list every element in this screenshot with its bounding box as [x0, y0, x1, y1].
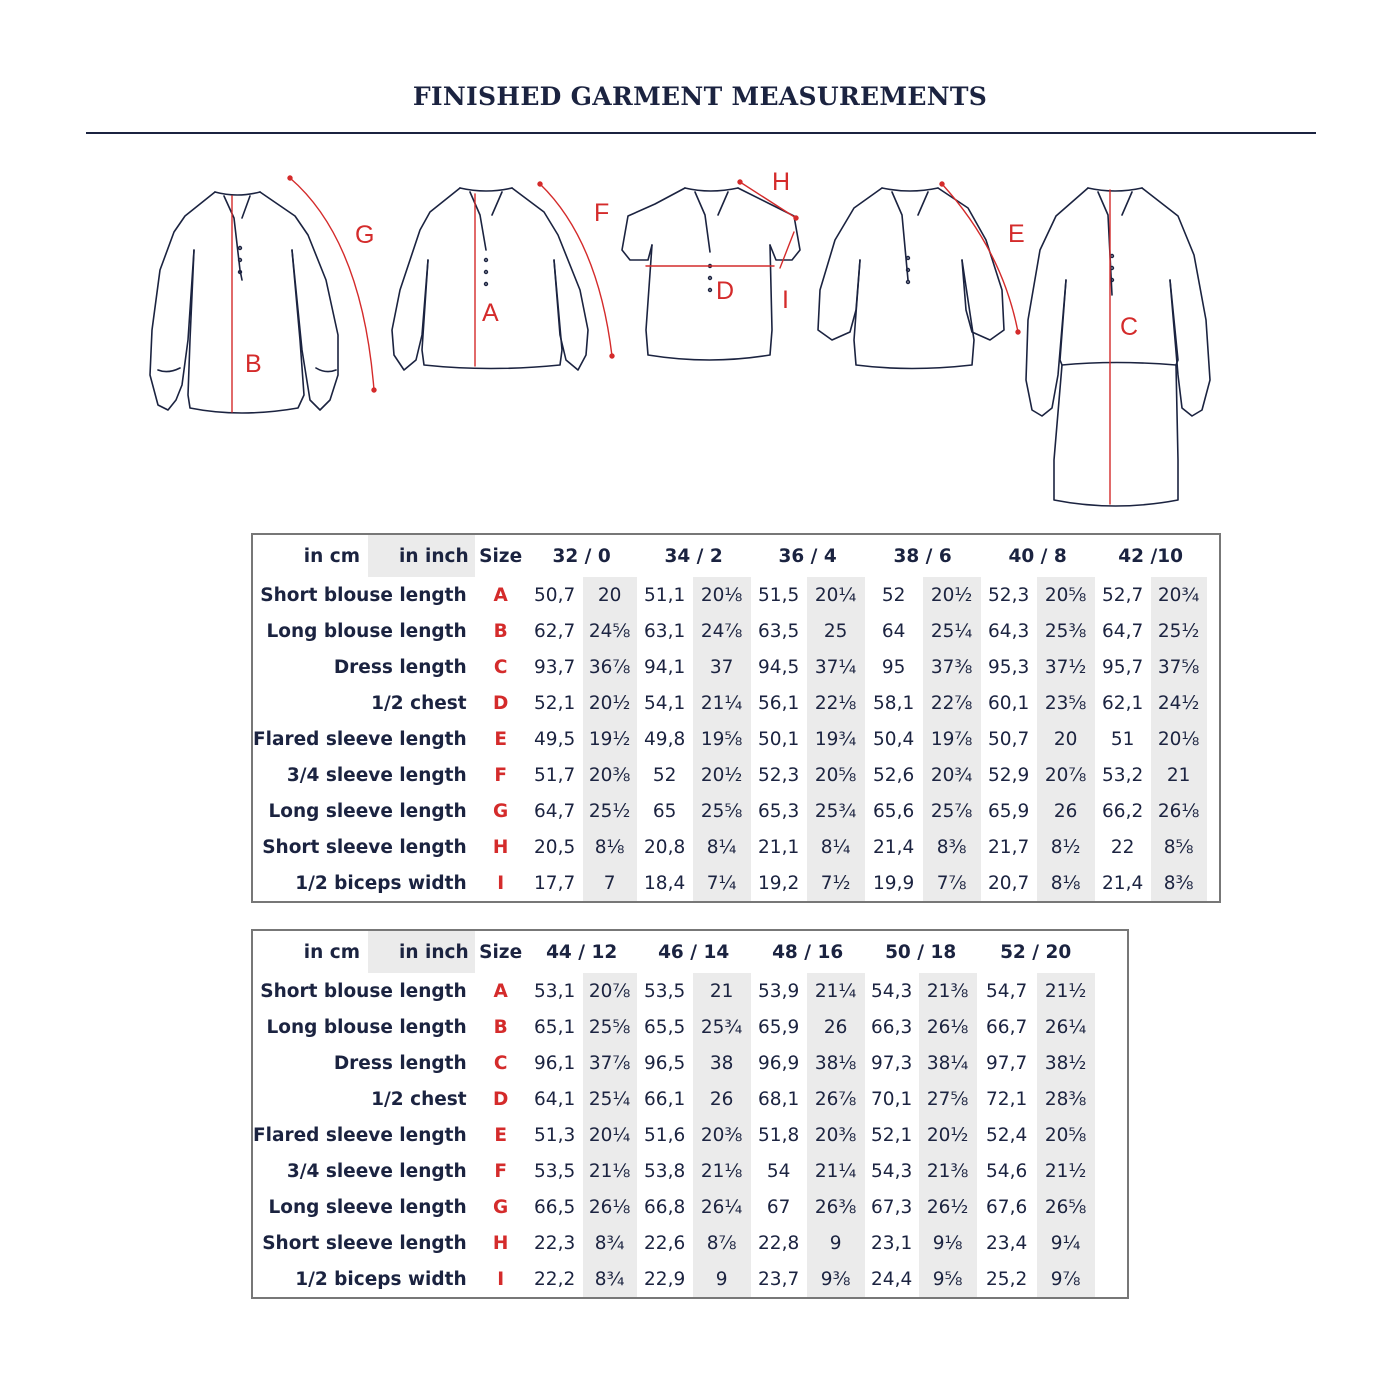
- cm-value: 53,8: [644, 1160, 686, 1182]
- three-quarter-sleeve-blouse-drawing: [392, 188, 588, 370]
- table-row: [253, 1117, 1095, 1153]
- label-d: D: [716, 277, 735, 305]
- header-in-inch: in inch: [368, 931, 475, 973]
- cm-value: 52,3: [758, 764, 800, 786]
- cm-value: 54,1: [644, 692, 686, 714]
- inch-value: 20⅝: [1037, 577, 1095, 613]
- cm-value: 22,8: [758, 1232, 800, 1254]
- inch-value: 21: [693, 973, 751, 1009]
- cm-value: 96,9: [758, 1052, 800, 1074]
- table-row: [253, 793, 1207, 829]
- cm-value: 53,9: [758, 980, 800, 1002]
- table-row: [253, 1225, 1095, 1261]
- cm-value: 66,3: [871, 1016, 913, 1038]
- cm-value: 65,9: [988, 800, 1030, 822]
- cm-value: 66,2: [1102, 800, 1144, 822]
- header-in-cm: in cm: [303, 545, 360, 567]
- inch-value: 24⅝: [583, 613, 637, 649]
- cm-value: 21,1: [758, 836, 800, 858]
- table-row: [253, 1261, 1095, 1297]
- inch-value: 7: [583, 865, 637, 901]
- inch-value: 37⅜: [923, 649, 981, 685]
- row-label: Flared sleeve length: [253, 1124, 467, 1146]
- label-e: E: [1008, 220, 1025, 248]
- inch-value: 21⅜: [919, 973, 977, 1009]
- inch-value: 20½: [583, 685, 637, 721]
- inch-value: 8⅛: [1037, 865, 1095, 901]
- inch-value: 37: [693, 649, 751, 685]
- cm-value: 65,5: [644, 1016, 686, 1038]
- cm-value: 65,6: [873, 800, 915, 822]
- row-label: Long sleeve length: [268, 1196, 467, 1218]
- short-sleeve-blouse-drawing: [622, 188, 800, 360]
- row-letter: B: [493, 1016, 508, 1038]
- cm-value: 65,9: [758, 1016, 800, 1038]
- inch-value: 25¾: [693, 1009, 751, 1045]
- table-row: [253, 577, 1207, 613]
- cm-value: 70,1: [871, 1088, 913, 1110]
- label-f: F: [594, 199, 610, 227]
- cm-value: 97,7: [986, 1052, 1028, 1074]
- cm-value: 20,7: [988, 872, 1030, 894]
- row-letter: D: [492, 692, 509, 714]
- inch-value: 25½: [1151, 613, 1207, 649]
- cm-value: 72,1: [986, 1088, 1028, 1110]
- row-letter: H: [492, 836, 509, 858]
- inch-value: 8¾: [583, 1261, 637, 1297]
- cm-value: 51,5: [758, 584, 800, 606]
- row-letter: F: [494, 1160, 507, 1182]
- cm-value: 52,1: [871, 1124, 913, 1146]
- inch-value: 21¼: [693, 685, 751, 721]
- inch-value: 20½: [693, 757, 751, 793]
- row-label: Long blouse length: [266, 620, 467, 642]
- inch-value: 20⅜: [693, 1117, 751, 1153]
- cm-value: 66,5: [534, 1196, 576, 1218]
- cm-value: 64: [881, 620, 906, 642]
- table-row: [253, 1189, 1095, 1225]
- cm-value: 49,8: [644, 728, 686, 750]
- cm-value: 96,1: [534, 1052, 576, 1074]
- cm-value: 19,9: [873, 872, 915, 894]
- inch-value: 20: [1037, 721, 1095, 757]
- table-row: [253, 1045, 1095, 1081]
- row-label: 1/2 chest: [371, 1088, 467, 1110]
- inch-value: 19¾: [807, 721, 865, 757]
- cm-value: 62,1: [1102, 692, 1144, 714]
- inch-value: 7½: [807, 865, 865, 901]
- cm-value: 67,3: [871, 1196, 913, 1218]
- cm-value: 20,8: [644, 836, 686, 858]
- cm-value: 52,7: [1102, 584, 1144, 606]
- row-letter: B: [493, 620, 508, 642]
- inch-value: 20¾: [923, 757, 981, 793]
- cm-value: 62,7: [534, 620, 576, 642]
- row-letter: I: [497, 872, 505, 894]
- inch-value: 19½: [583, 721, 637, 757]
- cm-value: 63,5: [758, 620, 800, 642]
- cm-value: 66,8: [644, 1196, 686, 1218]
- page-title: FINISHED GARMENT MEASUREMENTS: [412, 82, 988, 111]
- cm-value: 52: [652, 764, 677, 786]
- inch-value: 21¼: [807, 1153, 865, 1189]
- cm-value: 54,7: [986, 980, 1028, 1002]
- table-row: [253, 721, 1207, 757]
- inch-value: 20⅜: [583, 757, 637, 793]
- row-label: 3/4 sleeve length: [286, 764, 467, 786]
- inch-value: 37⅞: [583, 1045, 637, 1081]
- row-label: Short sleeve length: [262, 1232, 467, 1254]
- row-label: 1/2 chest: [371, 692, 467, 714]
- row-letter: A: [493, 980, 508, 1002]
- size-header: 48 / 16: [772, 941, 844, 963]
- size-header: 36 / 4: [778, 545, 837, 567]
- inch-value: 26⅛: [919, 1009, 977, 1045]
- cm-value: 54: [766, 1160, 791, 1182]
- inch-value: 21⅜: [919, 1153, 977, 1189]
- cm-value: 54,3: [871, 1160, 913, 1182]
- cm-value: 22,3: [534, 1232, 576, 1254]
- inch-value: 38⅛: [807, 1045, 865, 1081]
- inch-value: 9⅜: [807, 1261, 865, 1297]
- inch-value: 24⅞: [693, 613, 751, 649]
- row-label: Long blouse length: [266, 1016, 467, 1038]
- inch-value: 20¼: [583, 1117, 637, 1153]
- size-header: 32 / 0: [552, 545, 611, 567]
- cm-value: 17,7: [534, 872, 576, 894]
- size-header: 44 / 12: [546, 941, 618, 963]
- inch-value: 8½: [1037, 829, 1095, 865]
- inch-value: 38: [693, 1045, 751, 1081]
- inch-value: 21½: [1037, 1153, 1095, 1189]
- table-row: [253, 1081, 1095, 1117]
- cm-value: 64,7: [1102, 620, 1144, 642]
- inch-value: 25⅝: [693, 793, 751, 829]
- inch-value: 8⅛: [583, 829, 637, 865]
- header-size: Size: [479, 941, 523, 963]
- row-label: Short sleeve length: [262, 836, 467, 858]
- inch-value: 26: [693, 1081, 751, 1117]
- cm-value: 64,1: [534, 1088, 576, 1110]
- cm-value: 23,1: [871, 1232, 913, 1254]
- inch-value: 21½: [1037, 973, 1095, 1009]
- cm-value: 51,6: [644, 1124, 686, 1146]
- row-letter: G: [493, 800, 509, 822]
- label-g: G: [355, 221, 375, 249]
- header-size: Size: [479, 545, 523, 567]
- inch-value: 26⅛: [1151, 793, 1207, 829]
- inch-value: 9¼: [1037, 1225, 1095, 1261]
- inch-value: 22⅛: [807, 685, 865, 721]
- cm-value: 51,7: [534, 764, 576, 786]
- inch-value: 26: [1037, 793, 1095, 829]
- cm-value: 65: [652, 800, 677, 822]
- cm-value: 95: [881, 656, 906, 678]
- label-a: A: [482, 299, 499, 327]
- inch-value: 36⅞: [583, 649, 637, 685]
- cm-value: 18,4: [644, 872, 686, 894]
- inch-value: 21⅛: [693, 1153, 751, 1189]
- label-c: C: [1120, 313, 1139, 341]
- inch-value: 25½: [583, 793, 637, 829]
- inch-value: 8⅞: [693, 1225, 751, 1261]
- inch-value: 19⅞: [923, 721, 981, 757]
- row-label: 1/2 biceps width: [295, 1268, 467, 1290]
- cm-value: 66,7: [986, 1016, 1028, 1038]
- table-row: [253, 865, 1207, 901]
- row-letter: A: [493, 584, 508, 606]
- row-label: Flared sleeve length: [253, 728, 467, 750]
- table-row: [253, 685, 1207, 721]
- cm-value: 49,5: [534, 728, 576, 750]
- inch-value: 20⅝: [1037, 1117, 1095, 1153]
- row-letter: C: [493, 1052, 508, 1074]
- cm-value: 64,3: [988, 620, 1030, 642]
- row-letter: E: [494, 1124, 507, 1146]
- cm-value: 65,1: [534, 1016, 576, 1038]
- table-row: [253, 1009, 1095, 1045]
- cm-value: 53,1: [534, 980, 576, 1002]
- inch-value: 20⅞: [1037, 757, 1095, 793]
- cm-value: 52,1: [534, 692, 576, 714]
- cm-value: 22,6: [644, 1232, 686, 1254]
- cm-value: 21,4: [1102, 872, 1144, 894]
- cm-value: 53,5: [644, 980, 686, 1002]
- inch-value: 8⅝: [1151, 829, 1207, 865]
- inch-value: 20: [583, 577, 637, 613]
- row-letter: D: [492, 1088, 509, 1110]
- cm-value: 22,9: [644, 1268, 686, 1290]
- cm-value: 25,2: [986, 1268, 1028, 1290]
- table-row: [253, 973, 1095, 1009]
- size-header: 42 /10: [1118, 545, 1183, 567]
- cm-value: 52,4: [986, 1124, 1028, 1146]
- inch-value: 26¼: [1037, 1009, 1095, 1045]
- inch-value: 20⅝: [807, 757, 865, 793]
- row-label: 1/2 biceps width: [295, 872, 467, 894]
- inch-value: 7¼: [693, 865, 751, 901]
- cm-value: 65,3: [758, 800, 800, 822]
- header-in-inch: in inch: [368, 535, 475, 577]
- inch-value: 20⅛: [693, 577, 751, 613]
- cm-value: 51,8: [758, 1124, 800, 1146]
- inch-value: 8⅜: [1151, 865, 1207, 901]
- cm-value: 19,2: [758, 872, 800, 894]
- inch-value: 27⅝: [919, 1081, 977, 1117]
- cm-value: 51: [1110, 728, 1135, 750]
- inch-value: 25⅝: [583, 1009, 637, 1045]
- inch-value: 26⅛: [583, 1189, 637, 1225]
- inch-value: 7⅞: [923, 865, 981, 901]
- cm-value: 21,7: [988, 836, 1030, 858]
- cm-value: 22,2: [534, 1268, 576, 1290]
- row-letter: F: [494, 764, 507, 786]
- inch-value: 9⅝: [919, 1261, 977, 1297]
- cm-value: 68,1: [758, 1088, 800, 1110]
- inch-value: 26¼: [693, 1189, 751, 1225]
- cm-value: 93,7: [534, 656, 576, 678]
- row-label: Dress length: [333, 656, 467, 678]
- cm-value: 95,7: [1102, 656, 1144, 678]
- measurements-table-1: [251, 533, 1221, 903]
- row-label: Long sleeve length: [268, 800, 467, 822]
- cm-value: 23,4: [986, 1232, 1028, 1254]
- size-header: 52 / 20: [1000, 941, 1072, 963]
- cm-value: 64,7: [534, 800, 576, 822]
- inch-value: 20⅜: [807, 1117, 865, 1153]
- row-letter: I: [497, 1268, 505, 1290]
- flared-sleeve-blouse-drawing: [818, 188, 1004, 369]
- size-header: 34 / 2: [664, 545, 723, 567]
- inch-value: 24½: [1151, 685, 1207, 721]
- row-letter: H: [492, 1232, 509, 1254]
- size-header: 46 / 14: [658, 941, 730, 963]
- cm-value: 95,3: [988, 656, 1030, 678]
- cm-value: 97,3: [871, 1052, 913, 1074]
- header-in-cm: in cm: [303, 941, 360, 963]
- inch-value: 20¾: [1151, 577, 1207, 613]
- inch-value: 28⅜: [1037, 1081, 1095, 1117]
- cm-value: 67: [766, 1196, 791, 1218]
- cm-value: 52,3: [988, 584, 1030, 606]
- cm-value: 54,6: [986, 1160, 1028, 1182]
- cm-value: 58,1: [873, 692, 915, 714]
- label-b: B: [245, 350, 262, 378]
- cm-value: 50,7: [534, 584, 576, 606]
- inch-value: 20⅞: [583, 973, 637, 1009]
- measurements-table-2: [251, 929, 1129, 1299]
- cm-value: 23,7: [758, 1268, 800, 1290]
- inch-value: 26⅞: [807, 1081, 865, 1117]
- cm-value: 51,1: [644, 584, 686, 606]
- inch-value: 20¼: [807, 577, 865, 613]
- inch-value: 25¼: [923, 613, 981, 649]
- cm-value: 20,5: [534, 836, 576, 858]
- inch-value: 26⅝: [1037, 1189, 1095, 1225]
- table-row: [253, 829, 1207, 865]
- row-label: Short blouse length: [260, 584, 467, 606]
- inch-value: 25: [807, 613, 865, 649]
- table-row: [253, 1153, 1095, 1189]
- label-i: I: [782, 286, 789, 314]
- size-header: 40 / 8: [1008, 545, 1067, 567]
- inch-value: 23⅝: [1037, 685, 1095, 721]
- cm-value: 50,4: [873, 728, 915, 750]
- size-header: 50 / 18: [885, 941, 957, 963]
- inch-value: 19⅝: [693, 721, 751, 757]
- inch-value: 20⅛: [1151, 721, 1207, 757]
- inch-value: 21⅛: [583, 1153, 637, 1189]
- row-label: Short blouse length: [260, 980, 467, 1002]
- cm-value: 52,6: [873, 764, 915, 786]
- cm-value: 66,1: [644, 1088, 686, 1110]
- cm-value: 94,1: [644, 656, 686, 678]
- cm-value: 63,1: [644, 620, 686, 642]
- cm-value: 96,5: [644, 1052, 686, 1074]
- table-row: [253, 757, 1207, 793]
- row-letter: E: [494, 728, 507, 750]
- inch-value: 22⅞: [923, 685, 981, 721]
- cm-value: 94,5: [758, 656, 800, 678]
- cm-value: 52,9: [988, 764, 1030, 786]
- long-blouse-drawing: [150, 192, 338, 413]
- inch-value: 8¼: [693, 829, 751, 865]
- inch-value: 38¼: [919, 1045, 977, 1081]
- cm-value: 24,4: [871, 1268, 913, 1290]
- inch-value: 26½: [919, 1189, 977, 1225]
- inch-value: 25¼: [583, 1081, 637, 1117]
- inch-value: 37¼: [807, 649, 865, 685]
- table-row: [253, 613, 1207, 649]
- cm-value: 21,4: [873, 836, 915, 858]
- cm-value: 60,1: [988, 692, 1030, 714]
- inch-value: 8¼: [807, 829, 865, 865]
- inch-value: 20½: [919, 1117, 977, 1153]
- cm-value: 50,7: [988, 728, 1030, 750]
- cm-value: 56,1: [758, 692, 800, 714]
- cm-value: 53,2: [1102, 764, 1144, 786]
- row-label: Dress length: [333, 1052, 467, 1074]
- garment-illustrations: [130, 160, 1270, 520]
- cm-value: 50,1: [758, 728, 800, 750]
- cm-value: 67,6: [986, 1196, 1028, 1218]
- inch-value: 26⅜: [807, 1189, 865, 1225]
- inch-value: 20½: [923, 577, 981, 613]
- inch-value: 37⅝: [1151, 649, 1207, 685]
- inch-value: 9⅞: [1037, 1261, 1095, 1297]
- inch-value: 25⅜: [1037, 613, 1095, 649]
- inch-value: 9: [693, 1261, 751, 1297]
- row-letter: C: [493, 656, 508, 678]
- cm-value: 54,3: [871, 980, 913, 1002]
- inch-value: 8¾: [583, 1225, 637, 1261]
- table-row: [253, 649, 1207, 685]
- dress-drawing: [1026, 188, 1210, 506]
- inch-value: 21¼: [807, 973, 865, 1009]
- inch-value: 25¾: [807, 793, 865, 829]
- label-h: H: [772, 168, 791, 196]
- row-letter: G: [493, 1196, 509, 1218]
- title-rule: [86, 132, 1316, 134]
- inch-value: 26: [807, 1009, 865, 1045]
- inch-value: 38½: [1037, 1045, 1095, 1081]
- size-header: 38 / 6: [893, 545, 952, 567]
- inch-value: 25⅞: [923, 793, 981, 829]
- row-label: 3/4 sleeve length: [286, 1160, 467, 1182]
- inch-value: 9: [807, 1225, 865, 1261]
- cm-value: 22: [1110, 836, 1135, 858]
- inch-value: 21: [1151, 757, 1207, 793]
- inch-value: 9⅛: [919, 1225, 977, 1261]
- cm-value: 51,3: [534, 1124, 576, 1146]
- cm-value: 53,5: [534, 1160, 576, 1182]
- inch-value: 8⅜: [923, 829, 981, 865]
- cm-value: 52: [881, 584, 906, 606]
- inch-value: 37½: [1037, 649, 1095, 685]
